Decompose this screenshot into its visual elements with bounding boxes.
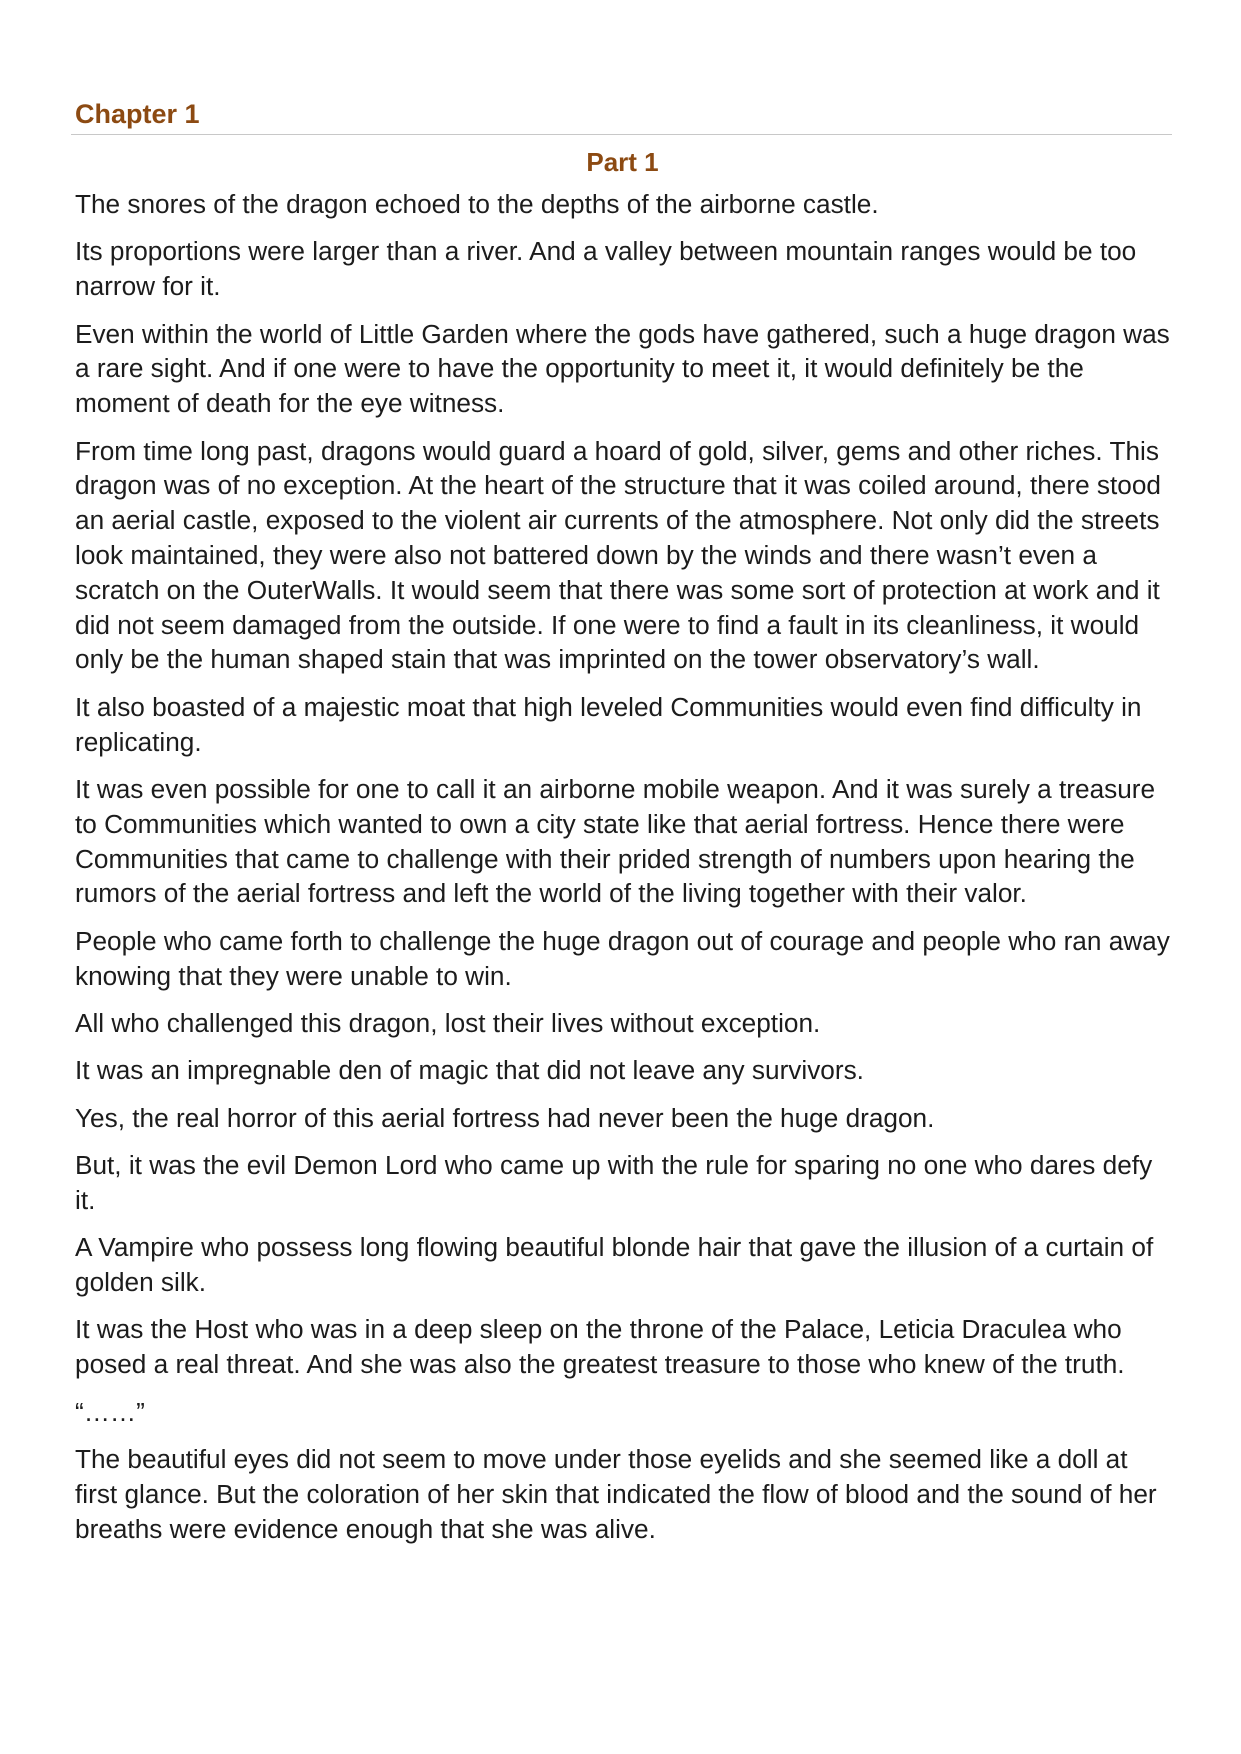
paragraph: It was the Host who was in a deep sleep on the throne of the Palace, Leticia Draculea who posed a real threat. And she was also the greatest treasure to those who knew of the truth. bbox=[75, 1314, 1125, 1380]
paragraph: All who challenged this dragon, lost their lives without exception. bbox=[75, 1007, 821, 1038]
heading-divider bbox=[71, 134, 1172, 135]
chapter-title: Chapter 1 bbox=[75, 99, 200, 129]
paragraph: The beautiful eyes did not seem to move under those eyelids and she seemed like a doll at first glance. But the coloration of her skin that indicated the flow of blood and the sound of her breaths were evidence enough that she was alive. bbox=[75, 1444, 1157, 1544]
paragraph: But, it was the evil Demon Lord who came up with the rule for sparing no one who dares defy it. bbox=[75, 1150, 1153, 1215]
paragraph: Its proportions were larger than a river. And a valley between mountain ranges would be too narrow for it. bbox=[75, 236, 1137, 302]
paragraph: It also boasted of a majestic moat that high leveled Communities would even find difficulty in replicating. bbox=[75, 691, 1142, 757]
paragraph: From time long past, dragons would guard a hoard of gold, silver, gems and other riches. This dragon was of no exception. At the heart of the structure that it was coiled around, there stood an aerial castle, exposed to the violent air currents of the atmosphere. Not only did the streets look maintained, they were also not battered down by the winds and there wasn’t even a scratch on the OuterWalls. It would seem that there was some sort of protection at work and it did not seem damaged from the outside. If one were to find a fault in its cleanliness, it would only be the human shaped stain that was imprinted on the tower observatory’s wall. bbox=[75, 435, 1161, 675]
part-title: Part 1 bbox=[586, 147, 659, 177]
paragraph: The snores of the dragon echoed to the depths of the airborne castle. bbox=[75, 189, 879, 219]
body-text bbox=[75, 187, 1170, 1546]
paragraph: People who came forth to challenge the huge dragon out of courage and people who ran away knowing that they were unable to win. bbox=[75, 925, 1170, 991]
paragraph: Yes, the real horror of this aerial fortress had never been the huge dragon. bbox=[75, 1102, 935, 1133]
paragraph: “……” bbox=[75, 1396, 145, 1427]
paragraph: It was an impregnable den of magic that did not leave any survivors. bbox=[75, 1055, 864, 1086]
paragraph: Even within the world of Little Garden where the gods have gathered, such a huge dragon was a rare sight. And if one were to have the opportunity to meet it, it would definitely be the moment of death for the eye witness. bbox=[75, 318, 1170, 419]
paragraph: A Vampire who possess long flowing beautiful blonde hair that gave the illusion of a curtain of golden silk. bbox=[75, 1232, 1154, 1298]
document-page bbox=[75, 98, 1170, 1559]
paragraph: It was even possible for one to call it an airborne mobile weapon. And it was surely a treasure to Communities which wanted to own a city state like that aerial fortress. Hence there were Communities that came to challenge with their prided strength of numbers upon hearing the rumors of the aerial fortress and left the world of the living together with their valor. bbox=[75, 773, 1156, 909]
